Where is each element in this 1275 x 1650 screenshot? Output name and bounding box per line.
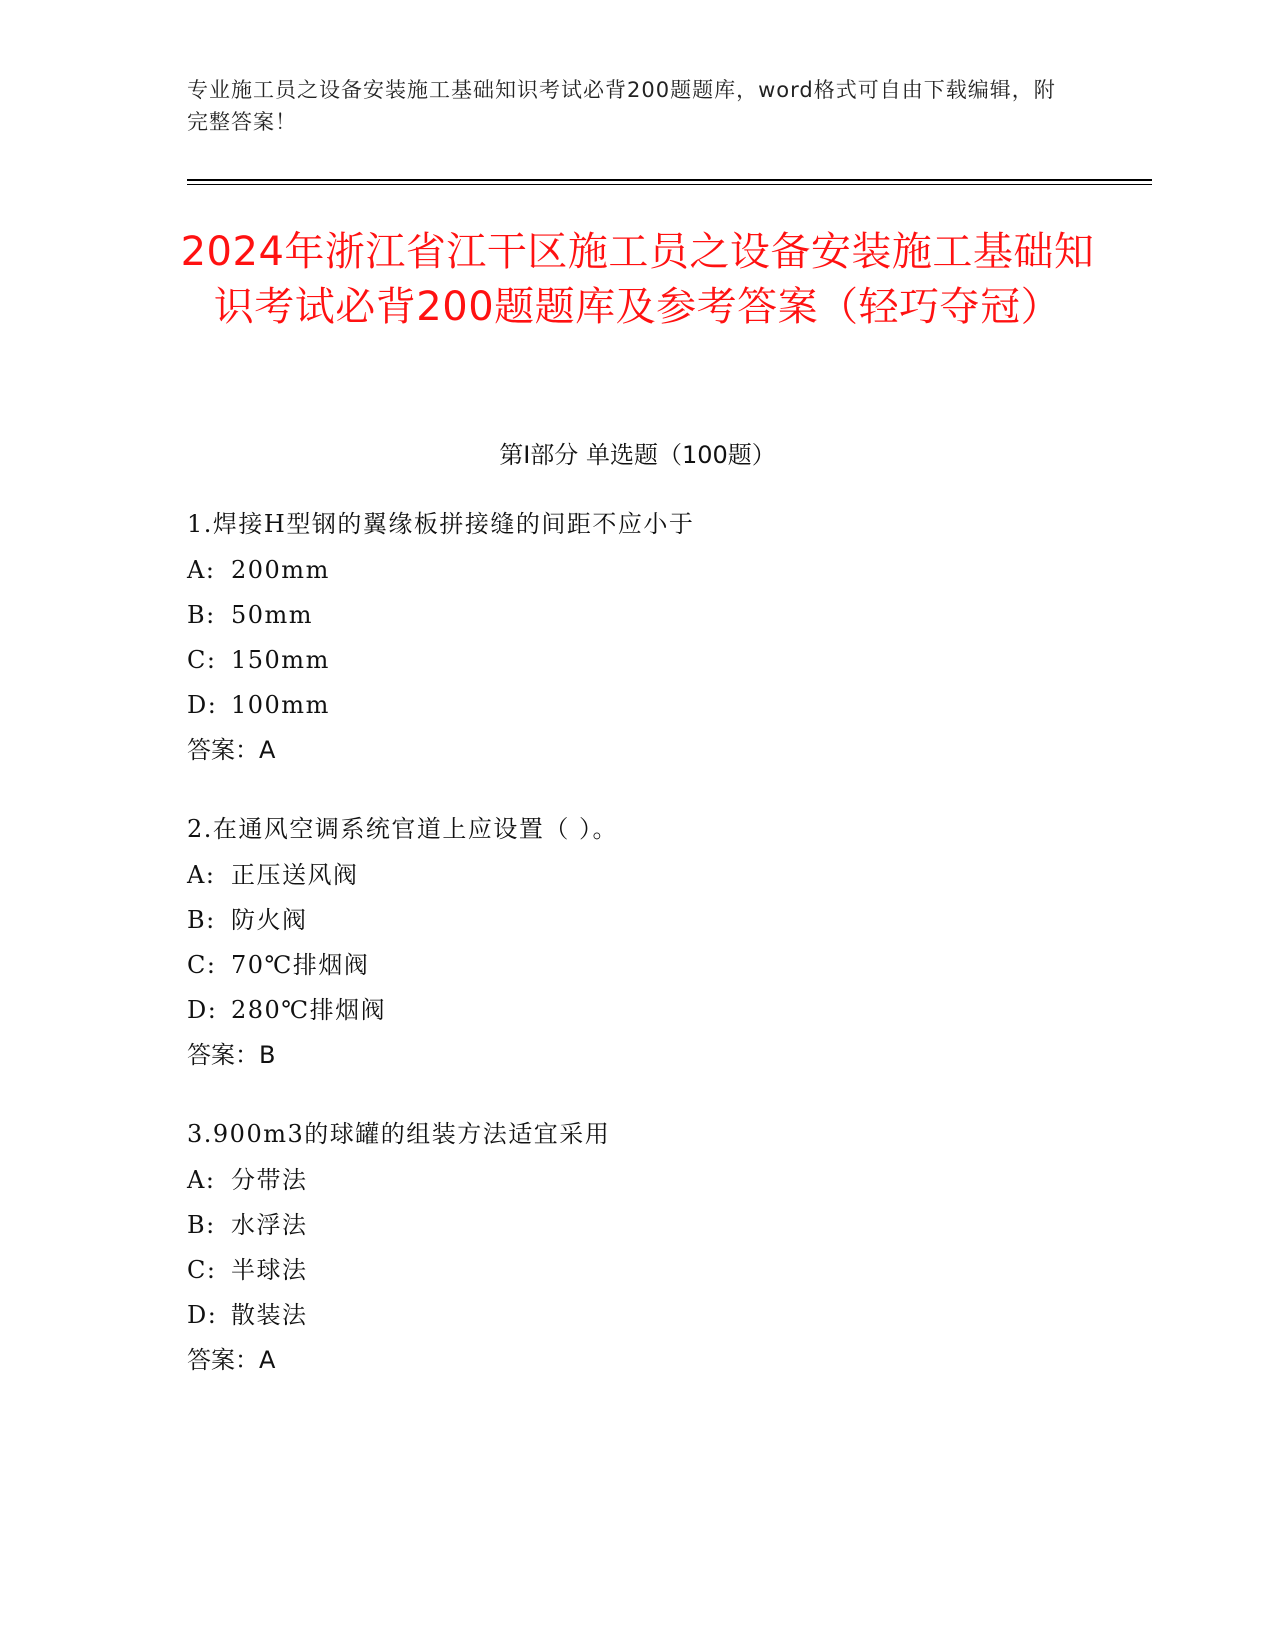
option-a xyxy=(187,853,1087,898)
option-c xyxy=(187,943,1087,988)
question-stem: 3.900m3的球罐的组装方法适宜采用 xyxy=(187,1120,611,1148)
question-stem: 2.在通风空调系统官道上应设置（ ）。 xyxy=(187,815,619,843)
option-letter: A: xyxy=(187,1166,216,1194)
option-letter: B: xyxy=(187,1211,216,1239)
option-text: 50mm xyxy=(231,601,314,629)
answer-line: 答案：A xyxy=(187,1346,276,1374)
option-text: 正压送风阀 xyxy=(231,861,359,889)
option-c xyxy=(187,638,1087,683)
question-stem: 1.焊接H型钢的翼缘板拼接缝的间距不应小于 xyxy=(187,510,695,538)
option-b xyxy=(187,898,1087,943)
question-1 xyxy=(187,502,1087,772)
option-letter: A: xyxy=(187,861,216,889)
option-text: 70℃排烟阀 xyxy=(231,951,370,979)
option-text: 280℃排烟阀 xyxy=(231,996,387,1024)
option-b xyxy=(187,1203,1087,1248)
answer-line: 答案：B xyxy=(187,1041,276,1069)
document-title: 2024年浙江省江干区施工员之设备安装施工基础知识考试必背200题题库及参考答案（轻巧夺冠） xyxy=(180,229,1095,330)
option-text: 半球法 xyxy=(231,1256,308,1284)
option-letter: C: xyxy=(187,646,217,674)
option-d xyxy=(187,988,1087,1033)
option-text: 分带法 xyxy=(231,1166,308,1194)
question-3 xyxy=(187,1112,1087,1382)
option-b xyxy=(187,593,1087,638)
option-letter: D: xyxy=(187,996,218,1024)
option-text: 水浮法 xyxy=(231,1211,308,1239)
section-heading: 第I部分 单选题（100题） xyxy=(499,441,776,469)
option-text: 散装法 xyxy=(231,1301,308,1329)
option-text: 150mm xyxy=(231,646,330,674)
question-2 xyxy=(187,807,1087,1077)
header-divider-thin xyxy=(187,184,1152,185)
option-letter: C: xyxy=(187,951,217,979)
option-d xyxy=(187,683,1087,728)
option-text: 防火阀 xyxy=(231,906,308,934)
option-a xyxy=(187,548,1087,593)
option-text: 200mm xyxy=(231,556,330,584)
header-note: 专业施工员之设备安装施工基础知识考试必背200题题库，word格式可自由下载编辑，附完整答案！ xyxy=(187,78,1056,134)
option-letter: B: xyxy=(187,601,216,629)
option-a xyxy=(187,1158,1087,1203)
option-letter: D: xyxy=(187,1301,218,1329)
option-d xyxy=(187,1293,1087,1338)
option-letter: A: xyxy=(187,556,216,584)
header-divider-thick xyxy=(187,179,1152,181)
option-letter: C: xyxy=(187,1256,217,1284)
option-text: 100mm xyxy=(231,691,330,719)
option-letter: B: xyxy=(187,906,216,934)
option-letter: D: xyxy=(187,691,218,719)
answer-line: 答案：A xyxy=(187,736,276,764)
option-c xyxy=(187,1248,1087,1293)
